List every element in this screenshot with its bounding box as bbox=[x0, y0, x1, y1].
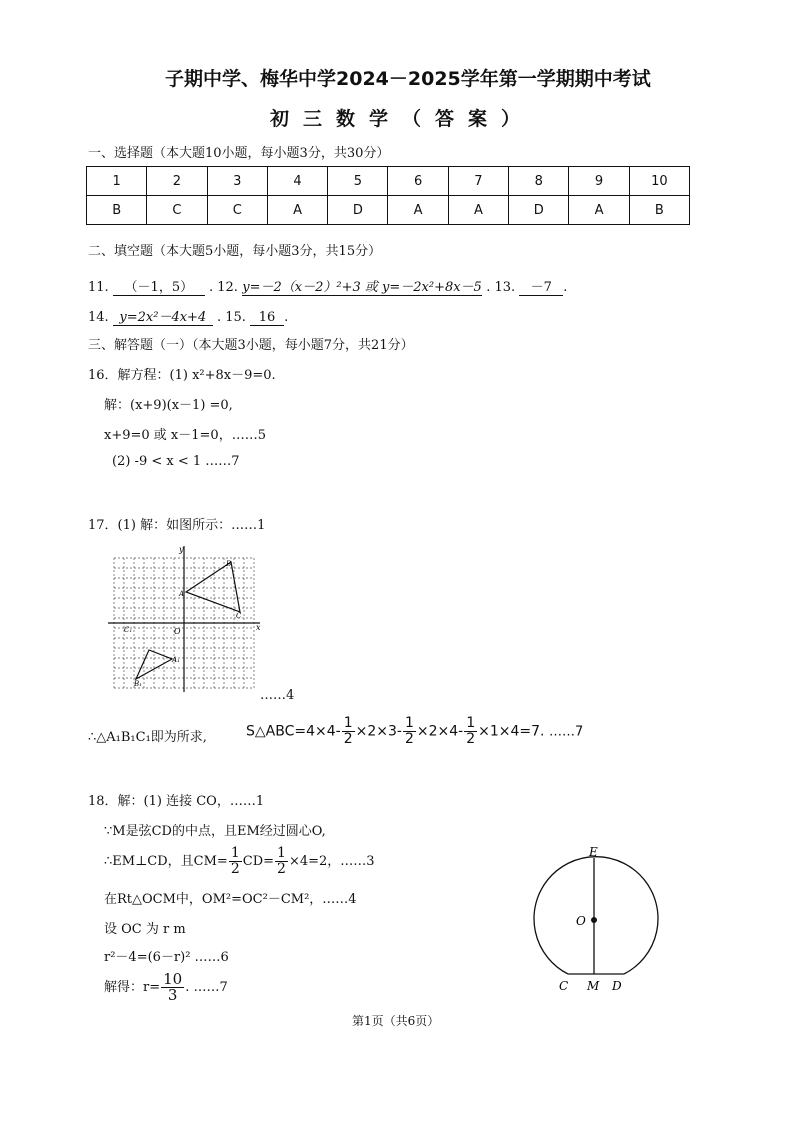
table-cell: 5 bbox=[328, 167, 388, 196]
table-cell: A bbox=[267, 196, 327, 225]
fill-row-2: 14. y=2x²－4x+4 . 15. 16 . bbox=[88, 306, 288, 326]
point-c1-label: C₁ bbox=[124, 626, 133, 634]
fraction bbox=[464, 716, 477, 747]
table-cell: B bbox=[629, 196, 689, 225]
fraction-numerator: 1 bbox=[466, 715, 476, 731]
q13-number: . 13. bbox=[486, 280, 516, 295]
label-e: E bbox=[589, 845, 598, 859]
q18-line2: ∵M是弦CD的中点，且EM经过圆心O, bbox=[104, 824, 326, 839]
table-cell: B bbox=[87, 196, 147, 225]
answer-table bbox=[86, 166, 690, 225]
table-cell: C bbox=[207, 196, 267, 225]
q12-answer: y=－2（x－2）²+3 或 y=－2x²+8x－5 bbox=[242, 276, 482, 296]
q18-line4: 在Rt△OCM中，OM²=OC²－CM²，……4 bbox=[104, 892, 357, 907]
fraction-numerator: 1 bbox=[277, 845, 286, 861]
q18-line6: r²－4=(6－r)² ……6 bbox=[104, 950, 229, 965]
table-cell: C bbox=[147, 196, 207, 225]
area-part1: ×2×3- bbox=[355, 723, 402, 740]
page-footer: 第1页（共6页） bbox=[352, 1014, 440, 1028]
fraction bbox=[161, 972, 184, 1003]
x-axis-label: x bbox=[256, 623, 261, 632]
table-cell: 3 bbox=[207, 167, 267, 196]
q18-line7-b: . ……7 bbox=[185, 980, 228, 995]
table-cell: 8 bbox=[509, 167, 569, 196]
fraction-denominator: 2 bbox=[343, 731, 353, 747]
exam-subtitle: 初三数学（答案） bbox=[270, 108, 535, 130]
q18-line3-b: CD= bbox=[242, 854, 275, 869]
area-part3: ×1×4=7. bbox=[478, 723, 545, 740]
fraction-denominator: 2 bbox=[404, 731, 414, 747]
fraction-denominator: 2 bbox=[230, 861, 240, 877]
label-m: M bbox=[587, 979, 600, 993]
q18-line7-a: 解得：r= bbox=[104, 980, 161, 995]
q11-number: 11. bbox=[88, 280, 109, 295]
fraction-denominator: 2 bbox=[277, 861, 286, 877]
table-cell: A bbox=[569, 196, 629, 225]
area-part2: ×2×4- bbox=[416, 723, 464, 740]
section2-heading: 二、填空题（本大题5小题，每小题3分，共15分） bbox=[88, 244, 382, 259]
table-cell: 10 bbox=[629, 167, 689, 196]
exam-title: 子期中学、梅华中学2024－2025学年第一学期期中考试 bbox=[165, 68, 651, 90]
q18-line7 bbox=[104, 972, 228, 1003]
section1-heading: 一、选择题（本大题10小题，每小题3分，共30分） bbox=[88, 146, 390, 161]
table-cell: 9 bbox=[569, 167, 629, 196]
q15-number: . 15. bbox=[216, 310, 246, 325]
table-cell: D bbox=[509, 196, 569, 225]
table-row-answers bbox=[87, 196, 690, 225]
fill-row-1: 11. （－1，5） . 12. y=－2（x－2）²+3 或 y=－2x²+8x－5 . 13. －7 . bbox=[88, 276, 567, 296]
q11-answer: （－1，5） bbox=[113, 276, 205, 296]
fraction-denominator: 3 bbox=[167, 986, 178, 1004]
q18-line1: 18．解：(1) 连接 CO，……1 bbox=[88, 794, 265, 809]
table-cell: 6 bbox=[388, 167, 448, 196]
point-a-label: A bbox=[179, 590, 185, 598]
label-d: D bbox=[612, 979, 622, 993]
q18-line3-a: ∴EM⊥CD，且CM= bbox=[104, 854, 228, 869]
label-o: O bbox=[576, 914, 586, 928]
table-cell: A bbox=[388, 196, 448, 225]
q17-conclusion: ∴△A₁B₁C₁即为所求, bbox=[88, 730, 207, 745]
point-b-label: B bbox=[226, 560, 232, 568]
q18-line5: 设 OC 为 r m bbox=[104, 922, 186, 937]
y-axis-label: y bbox=[179, 545, 184, 554]
point-a1-label: A₁ bbox=[172, 656, 180, 664]
q12-number: . 12. bbox=[208, 280, 238, 295]
fraction-numerator: 1 bbox=[230, 845, 240, 861]
q18-line3 bbox=[104, 846, 375, 877]
coordinate-graph bbox=[104, 542, 264, 694]
q16-line1: 解：(x+9)(x－1) =0, bbox=[104, 398, 233, 413]
section3-heading: 三、解答题（一）（本大题3小题，每小题7分，共21分） bbox=[88, 338, 414, 353]
circle-arc bbox=[534, 857, 658, 974]
q17-area-formula bbox=[246, 716, 583, 747]
fraction bbox=[342, 716, 355, 747]
q16-line2: x+9=0 或 x－1=0，……5 bbox=[104, 428, 266, 443]
q14-answer: y=2x²－4x+4 bbox=[113, 306, 213, 326]
fraction bbox=[229, 846, 242, 877]
triangle-abc bbox=[186, 562, 240, 612]
fraction-numerator: 1 bbox=[404, 715, 414, 731]
table-cell: A bbox=[448, 196, 508, 225]
fraction bbox=[275, 846, 288, 877]
area-lhs: S△ABC=4×4- bbox=[246, 723, 341, 740]
table-row-numbers bbox=[87, 167, 690, 196]
label-c: C bbox=[559, 979, 569, 993]
fraction-denominator: 2 bbox=[466, 731, 476, 747]
center-point bbox=[591, 917, 597, 923]
q13-answer: －7 bbox=[519, 276, 563, 296]
table-cell: 4 bbox=[267, 167, 327, 196]
table-cell: 1 bbox=[87, 167, 147, 196]
table-cell: 7 bbox=[448, 167, 508, 196]
table-cell: D bbox=[328, 196, 388, 225]
fraction-numerator: 1 bbox=[343, 715, 353, 731]
point-b1-label: B₁ bbox=[134, 680, 142, 688]
fraction-numerator: 10 bbox=[163, 970, 183, 988]
circle-figure bbox=[520, 840, 670, 1000]
fraction bbox=[403, 716, 416, 747]
q18-line3-c: ×4=2，……3 bbox=[288, 854, 375, 869]
q17-stem: 17．(1) 解：如图所示：……1 bbox=[88, 518, 266, 533]
area-mark: ……7 bbox=[548, 724, 584, 740]
q15-answer: 16 bbox=[250, 310, 284, 326]
point-c-label: C bbox=[236, 612, 242, 620]
q17-mark4: ……4 bbox=[260, 688, 295, 703]
table-cell: 2 bbox=[147, 167, 207, 196]
q16-line3: (2) -9 < x < 1 ……7 bbox=[112, 454, 240, 469]
origin-label: O bbox=[174, 627, 181, 636]
q14-number: 14. bbox=[88, 310, 109, 325]
q16-stem: 16．解方程：(1) x²+8x－9=0. bbox=[88, 368, 276, 383]
